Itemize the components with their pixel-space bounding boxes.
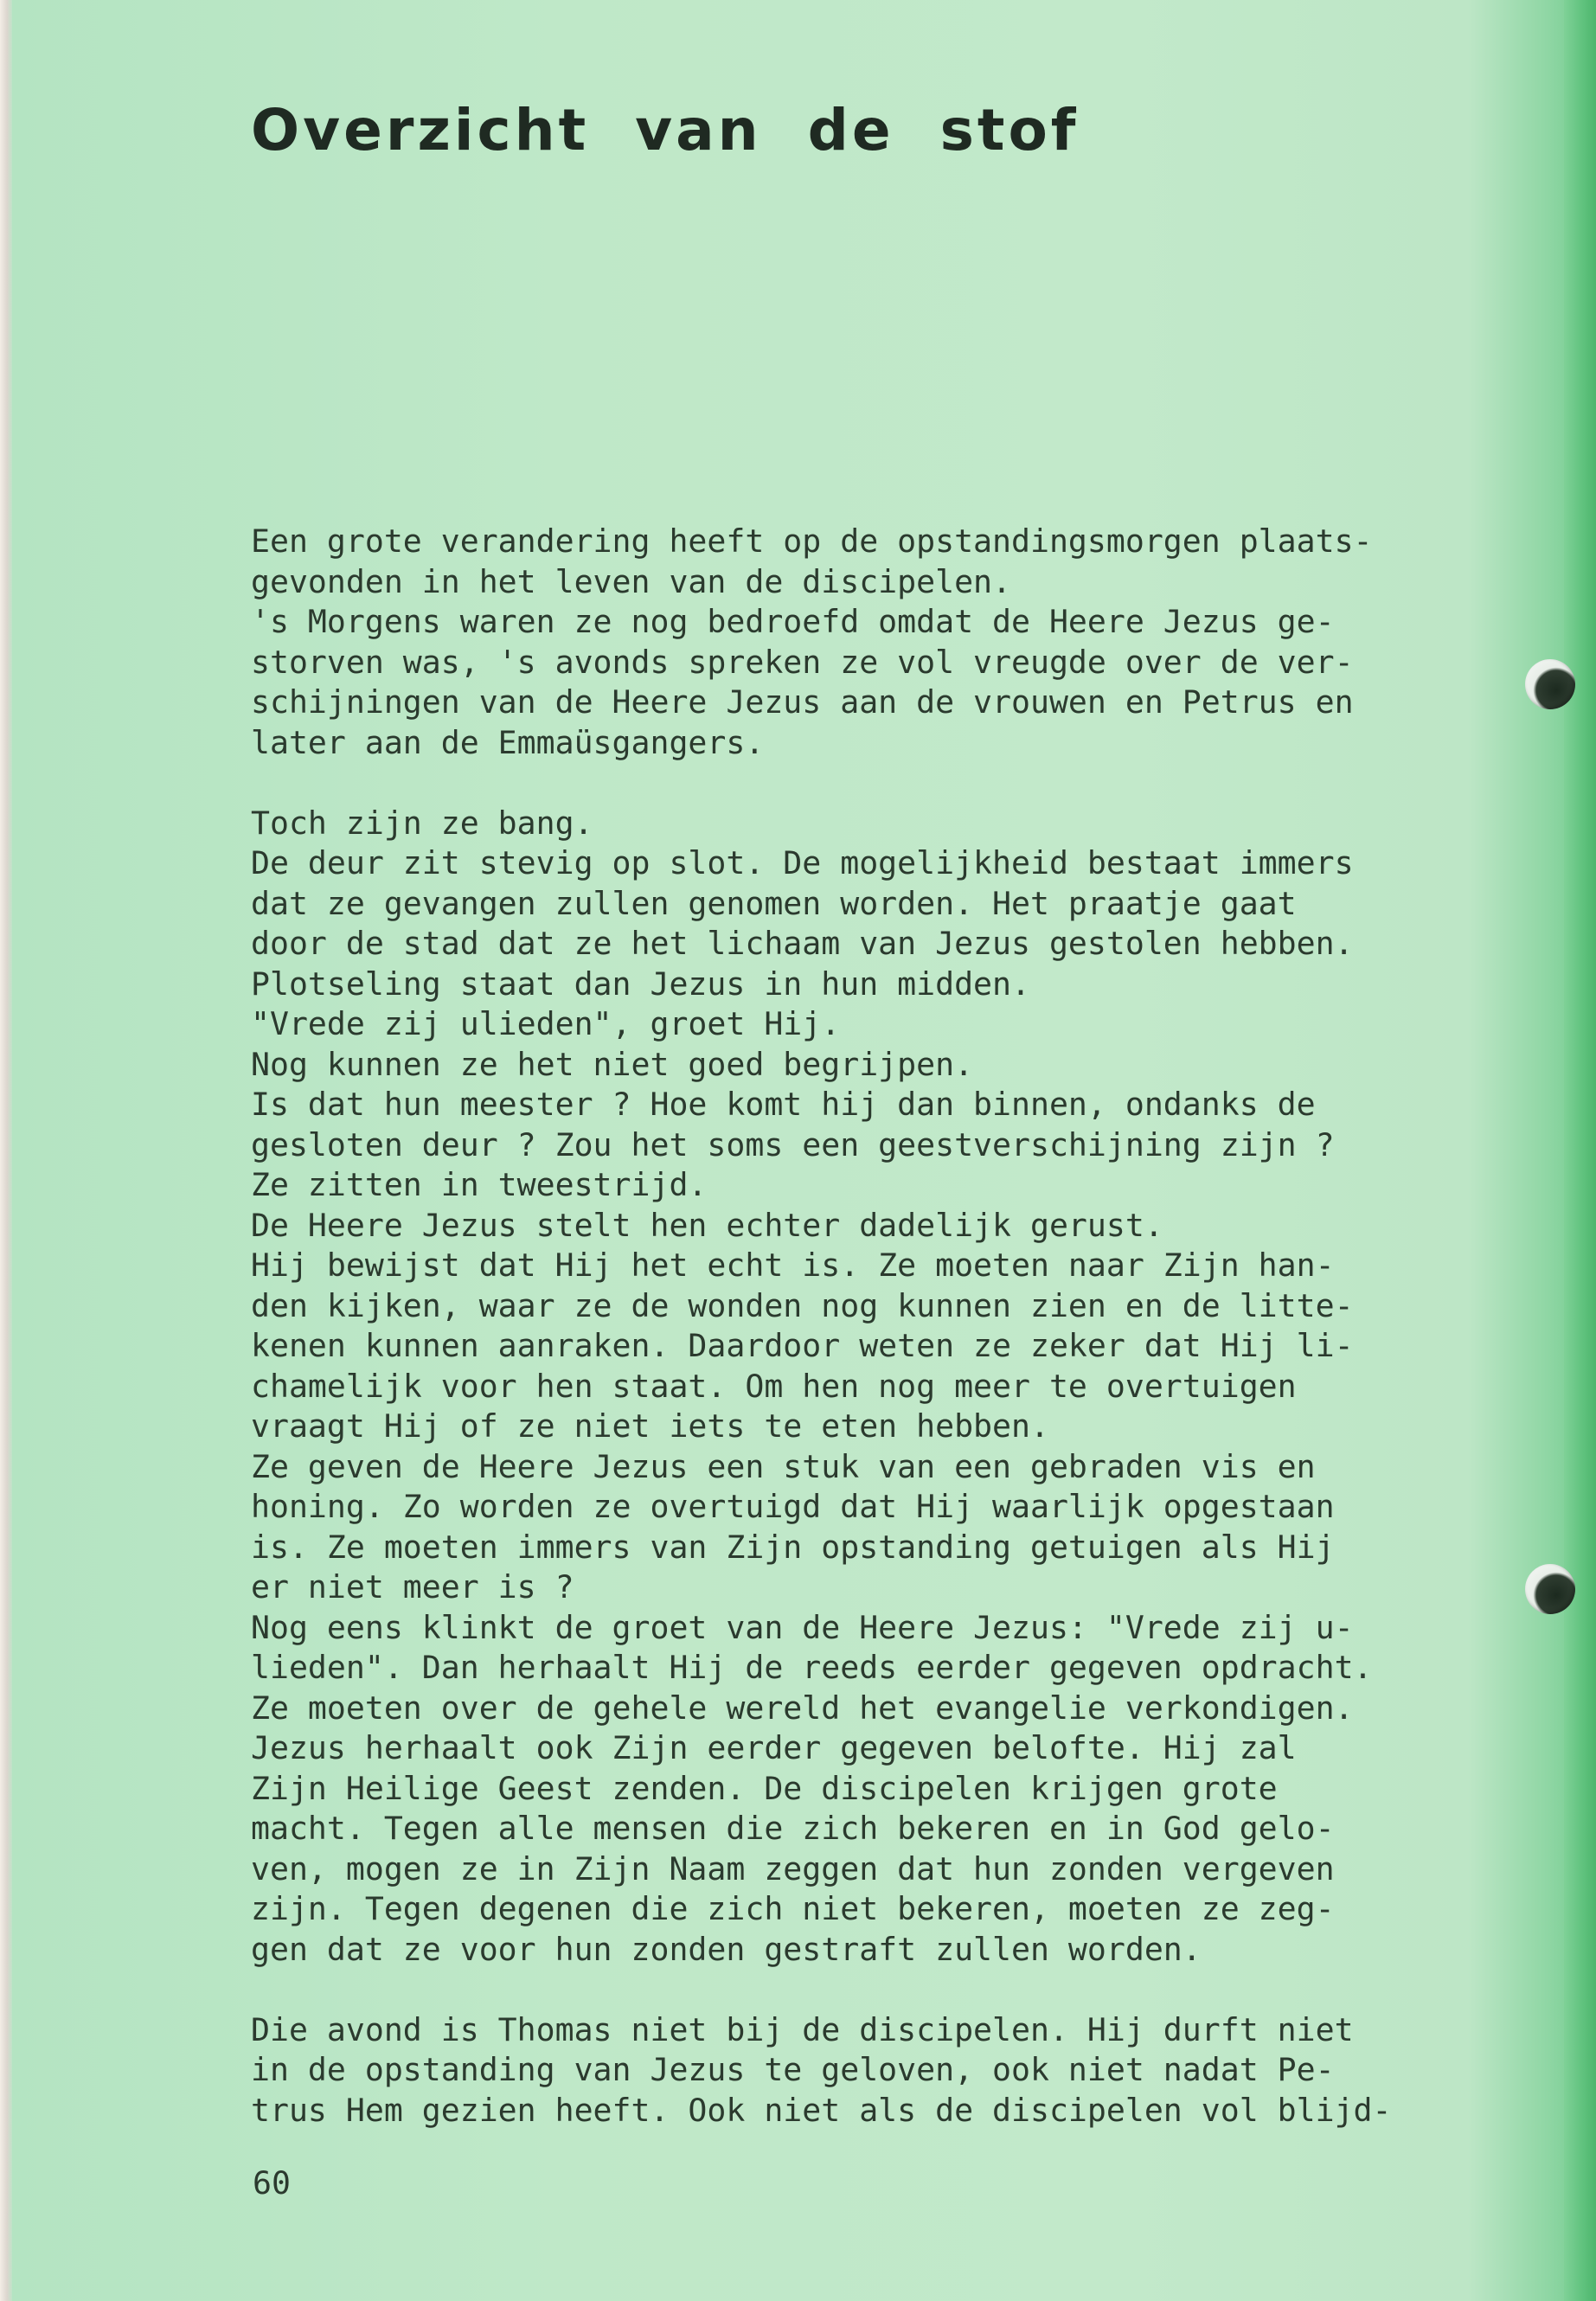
text-line: Een grote verandering heeft op de opstandingsmorgen plaats- (251, 522, 1373, 560)
text-line: Plotseling staat dan Jezus in hun midden. (251, 965, 1030, 1003)
text-line: honing. Zo worden ze overtuigd dat Hij waarlijk opgestaan (251, 1488, 1335, 1525)
text-line: dat ze gevangen zullen genomen worden. Het praatje gaat (251, 884, 1297, 922)
text-line: De deur zit stevig op slot. De mogelijkheid bestaat immers (251, 844, 1354, 881)
text-line: vraagt Hij of ze niet iets te eten hebben. (251, 1407, 1049, 1445)
text-line: zijn. Tegen degenen die zich niet bekeren, moeten ze zeg- (251, 1890, 1335, 1927)
text-line: storven was, 's avonds spreken ze vol vreugde over de ver- (251, 643, 1354, 681)
binder-strip (1564, 0, 1596, 2301)
paragraph-gap (251, 763, 1479, 804)
text-line: Die avond is Thomas niet bij de discipelen. Hij durft niet (251, 2010, 1354, 2048)
text-line: Nog kunnen ze het niet goed begrijpen. (251, 1045, 974, 1083)
text-line: gen dat ze voor hun zonden gestraft zullen worden. (251, 1930, 1202, 1968)
text-line: er niet meer is ? (251, 1568, 574, 1606)
text-line: ven, mogen ze in Zijn Naam zeggen dat hun zonden vergeven (251, 1849, 1335, 1888)
text-line: Toch zijn ze bang. (251, 804, 593, 842)
text-line: Jezus herhaalt ook Zijn eerder gegeven belofte. Hij zal (251, 1729, 1297, 1766)
text-line: door de stad dat ze het lichaam van Jezus gestolen hebben. (251, 925, 1354, 962)
text-line: lieden". Dan herhaalt Hij de reeds eerder gegeven opdracht. (251, 1649, 1373, 1686)
text-line: trus Hem gezien heeft. Ook niet als de discipelen vol blijd- (251, 2091, 1392, 2129)
body-text (251, 522, 1479, 2131)
text-line: kenen kunnen aanraken. Daardoor weten ze zeker dat Hij li- (251, 1327, 1354, 1364)
text-line: Hij bewijst dat Hij het echt is. Ze moeten naar Zijn han- (251, 1247, 1335, 1284)
page-number: 60 (253, 2164, 291, 2202)
text-line: Is dat hun meester ? Hoe komt hij dan binnen, ondanks de (251, 1086, 1316, 1123)
text-line: macht. Tegen alle mensen die zich bekeren en in God gelo- (251, 1810, 1335, 1847)
text-line: Ze geven de Heere Jezus een stuk van een gebraden vis en (251, 1447, 1316, 1485)
text-line: gevonden in het leven van de discipelen. (251, 562, 1011, 600)
punch-hole-icon (1525, 659, 1575, 709)
page-left-edge (0, 0, 12, 2301)
text-line: schijningen van de Heere Jezus aan de vrouwen en Petrus en (251, 683, 1354, 721)
paragraph-gap (251, 1970, 1479, 2010)
text-line: chamelijk voor hen staat. Om hen nog meer te overtuigen (251, 1367, 1297, 1405)
text-line: Ze moeten over de gehele wereld het evangelie verkondigen. (251, 1689, 1354, 1727)
text-line: Ze zitten in tweestrijd. (251, 1166, 708, 1203)
text-line: 's Morgens waren ze nog bedroefd omdat de Heere Jezus ge- (251, 603, 1335, 640)
text-line: De Heere Jezus stelt hen echter dadelijk gerust. (251, 1206, 1163, 1244)
punch-hole-icon (1525, 1564, 1575, 1614)
text-line: Zijn Heilige Geest zenden. De discipelen krijgen grote (251, 1769, 1278, 1807)
text-line: later aan de Emmaüsgangers. (251, 723, 765, 761)
text-line: den kijken, waar ze de wonden nog kunnen zien en de litte- (251, 1286, 1354, 1324)
page-title: Overzicht van de stof (251, 97, 1080, 163)
text-line: "Vrede zij ulieden", groet Hij. (251, 1005, 841, 1042)
text-line: gesloten deur ? Zou het soms een geestverschijning zijn ? (251, 1125, 1335, 1163)
text-line: in de opstanding van Jezus te geloven, ook niet nadat Pe- (251, 2051, 1335, 2088)
text-line: Nog eens klinkt de groet van de Heere Jezus: "Vrede zij u- (251, 1608, 1354, 1646)
text-line: is. Ze moeten immers van Zijn opstanding getuigen als Hij (251, 1528, 1335, 1566)
